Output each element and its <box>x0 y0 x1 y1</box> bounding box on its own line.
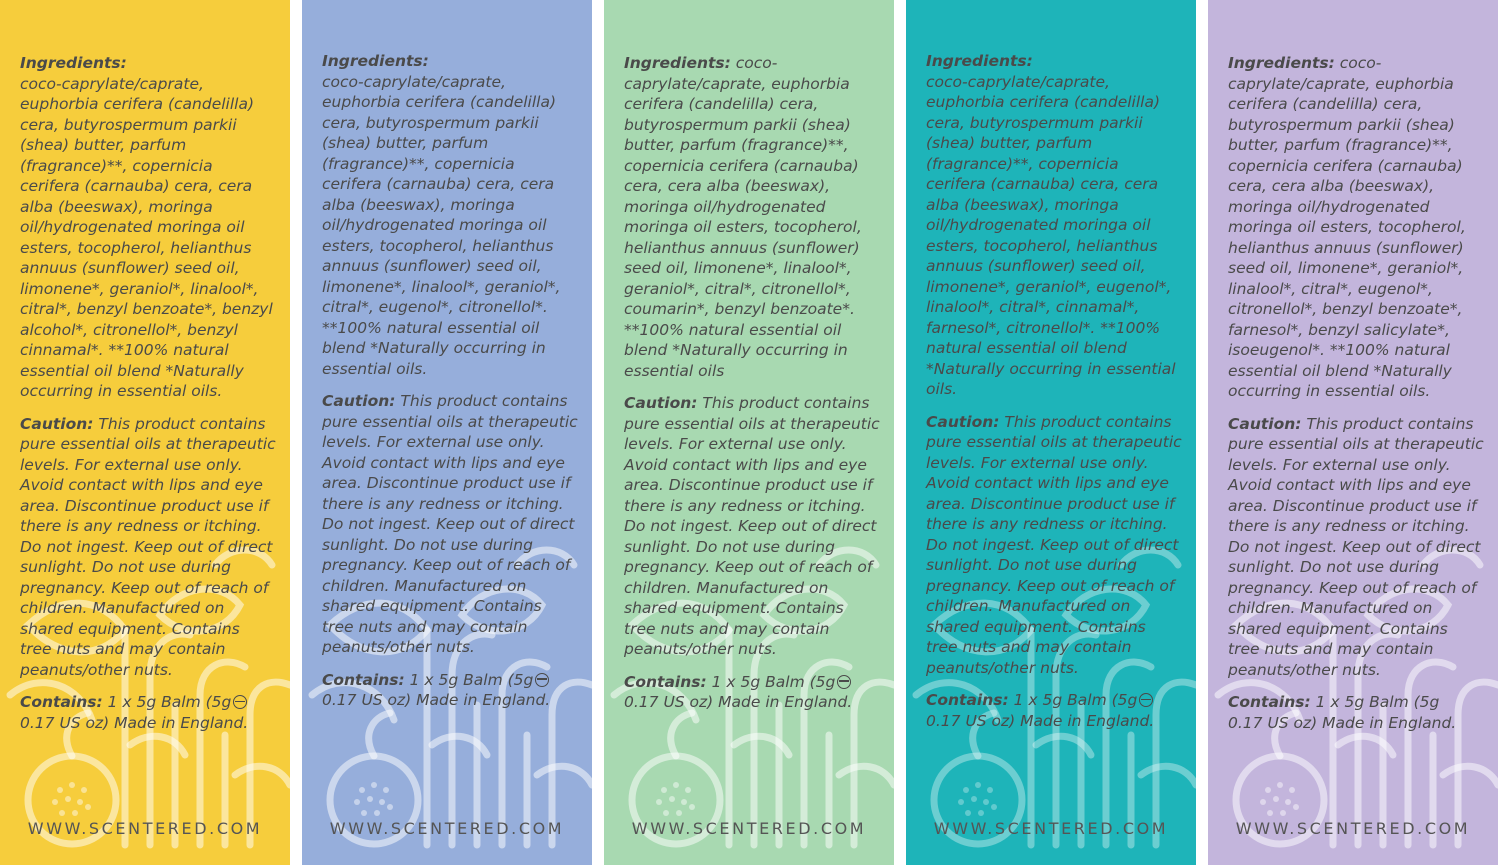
ingredients-paragraph <box>20 53 276 402</box>
website-url: WWW.SCENTERED.COM <box>329 819 565 838</box>
website-url: WWW.SCENTERED.COM <box>631 819 867 838</box>
contains-heading: Contains: <box>20 693 103 711</box>
label-text <box>926 51 1182 743</box>
caution-heading: Caution: <box>322 392 396 410</box>
contains-heading: Contains: <box>322 670 405 689</box>
website-url: WWW.SCENTERED.COM <box>933 819 1169 838</box>
label-text <box>20 53 276 745</box>
caution-paragraph <box>322 391 578 658</box>
caution-text: This product contains pure essential oils at therapeutic levels. For external use only. Avoid contact with lips and eye area. Discontinue product use if there is any redness or itching. Do not ingest. Keep out of direct sunlight. Do not use during pregnancy. Keep out of reach of children. Manufactured on shared equipment. Contains tree nuts and may contain peanuts/other nuts. <box>20 414 276 679</box>
contains-text-cont: 0.17 US oz) Made in England. <box>20 713 249 732</box>
contains-text: 1 x 5g Balm (5g <box>706 672 836 691</box>
caution-heading: Caution: <box>20 414 94 433</box>
label-panel-blue <box>302 0 592 865</box>
ingredients-paragraph <box>926 51 1182 400</box>
ingredients-heading: Ingredients: <box>926 52 1033 70</box>
ingredients-paragraph <box>1228 53 1484 402</box>
ingredients-text: coco-caprylate/caprate, euphorbia cerifera (candelilla) cera, butyrospermum parkii (shea) butter, parfum (fragrance)**, copernicia cerifera (carnauba) cera, cera alba (beeswax), moringa oil/hydrogenated moringa oil esters, tocopherol, helianthus annuus (sunflower) seed oil, limonene*, linalool*, geraniol*, citral*, citronellol*, coumarin*, benzyl benzoate*. **100% natural essential oil blend *Naturally occurring in essential oils <box>624 54 862 380</box>
contains-text: 1 x 5g Balm (5g <box>102 693 232 711</box>
website-url: WWW.SCENTERED.COM <box>1235 819 1471 838</box>
estimated-sign-icon <box>837 675 851 689</box>
ingredients-heading: Ingredients: <box>624 54 731 72</box>
ingredients-heading: Ingredients: <box>20 54 127 72</box>
label-panel-lavender <box>1208 0 1498 865</box>
contains-text-cont: 0.17 US oz) Made in England. <box>624 693 853 711</box>
estimated-sign-icon <box>1139 693 1153 707</box>
estimated-sign-icon <box>233 695 247 709</box>
caution-heading: Caution: <box>926 412 1000 431</box>
label-text <box>322 51 578 723</box>
contains-paragraph <box>322 670 578 711</box>
caution-text: This product contains pure essential oils at therapeutic levels. For external use only. Avoid contact with lips and eye area. Discontinue product use if there is any redness or itching. Do not ingest. Keep out of direct sunlight. Do not use during pregnancy. Keep out of reach of children. Manufactured on shared equipment. Contains tree nuts and may contain peanuts/other nuts. <box>322 392 578 656</box>
label-text <box>624 53 880 725</box>
caution-paragraph <box>926 412 1182 679</box>
ingredients-text: coco-caprylate/caprate, euphorbia cerifera (candelilla) cera, butyrospermum parkii (shea) butter, parfum (fragrance)**, copernicia cerifera (carnauba) cera, cera alba (beeswax), moringa oil/hydrogenated moringa oil esters, tocopherol, helianthus annuus (sunflower) seed oil, limonene*, geraniol*, linalool*, citral*, benzyl benzoate*, benzyl alcohol*, citronellol*, benzyl cinnamal*. **100% natural essential oil blend *Naturally occurring in essential oils. <box>20 74 273 400</box>
ingredients-paragraph <box>624 53 880 381</box>
ingredients-heading: Ingredients: <box>1228 54 1335 72</box>
contains-heading: Contains: <box>624 672 707 691</box>
caution-heading: Caution: <box>1228 414 1302 433</box>
contains-paragraph <box>1228 692 1484 733</box>
contains-heading: Contains: <box>1228 693 1311 711</box>
ingredients-text: coco-caprylate/caprate, euphorbia cerifera (candelilla) cera, butyrospermum parkii (shea) butter, parfum (fragrance)**, copernicia cerifera (carnauba) cera, cera alba (beeswax), moringa oil/hydrogenated moringa oil esters, tocopherol, helianthus annuus (sunflower) seed oil, limonene*, geraniol*, eugenol*, linalool*, citral*, cinnamal*, farnesol*, citronellol*. **100% natural essential oil blend *Naturally occurring in essential oils. <box>926 72 1176 398</box>
caution-paragraph <box>20 414 276 681</box>
label-panel-teal <box>906 0 1196 865</box>
caution-paragraph <box>624 393 880 660</box>
contains-paragraph <box>20 692 276 733</box>
contains-text: 1 x 5g Balm (5g <box>404 670 534 689</box>
label-panel-yellow <box>0 0 290 865</box>
caution-text: This product contains pure essential oils at therapeutic levels. For external use only. Avoid contact with lips and eye area. Discontinue product use if there is any redness or itching. Do not ingest. Keep out of direct sunlight. Do not use during pregnancy. Keep out of reach of children. Manufactured on shared equipment. Contains tree nuts and may contain peanuts/other nuts. <box>624 394 880 658</box>
estimated-sign-icon <box>535 673 549 687</box>
contains-paragraph <box>624 672 880 713</box>
caution-text: This product contains pure essential oils at therapeutic levels. For external use only. Avoid contact with lips and eye area. Discontinue product use if there is any redness or itching. Do not ingest. Keep out of direct sunlight. Do not use during pregnancy. Keep out of reach of children. Manufactured on shared equipment. Contains tree nuts and may contain peanuts/other nuts. <box>1228 414 1484 679</box>
caution-text: This product contains pure essential oils at therapeutic levels. For external use only. Avoid contact with lips and eye area. Discontinue product use if there is any redness or itching. Do not ingest. Keep out of direct sunlight. Do not use during pregnancy. Keep out of reach of children. Manufactured on shared equipment. Contains tree nuts and may contain peanuts/other nuts. <box>926 412 1182 677</box>
contains-text-cont: 0.17 US oz) Made in England. <box>1228 713 1457 732</box>
label-text <box>1228 53 1484 745</box>
contains-text-cont: 0.17 US oz) Made in England. <box>322 691 551 709</box>
contains-text: 1 x 5g Balm (5g <box>1008 691 1138 709</box>
ingredients-paragraph <box>322 51 578 379</box>
contains-heading: Contains: <box>926 691 1009 709</box>
website-url: WWW.SCENTERED.COM <box>27 819 263 838</box>
ingredients-text: coco-caprylate/caprate, euphorbia cerifera (candelilla) cera, butyrospermum parkii (shea) butter, parfum (fragrance)**, copernicia cerifera (carnauba) cera, cera alba (beeswax), moringa oil/hydrogenated moringa oil esters, tocopherol, helianthus annuus (sunflower) seed oil, limonene*, linalool*, geraniol*, citral*, eugenol*, citronellol*. **100% natural essential oil blend *Naturally occurring in essential oils. <box>322 72 561 378</box>
ingredients-text: coco-caprylate/caprate, euphorbia cerifera (candelilla) cera, butyrospermum parkii (shea) butter, parfum (fragrance)**, copernicia cerifera (carnauba) cera, cera alba (beeswax), moringa oil/hydrogenated moringa oil esters, tocopherol, helianthus annuus (sunflower) seed oil, limonene*, geraniol*, linalool*, citral*, eugenol*, citronellol*, benzyl benzoate*, farnesol*, benzyl salicylate*, isoeugenol*. **100% natural essential oil blend *Naturally occurring in essential oils. <box>1228 54 1466 400</box>
contains-text-cont: 0.17 US oz) Made in England. <box>926 711 1155 730</box>
caution-heading: Caution: <box>624 394 698 412</box>
ingredients-heading: Ingredients: <box>322 52 429 70</box>
label-panel-green <box>604 0 894 865</box>
contains-paragraph <box>926 690 1182 731</box>
caution-paragraph <box>1228 414 1484 681</box>
contains-text: 1 x 5g Balm (5g <box>1310 693 1440 711</box>
